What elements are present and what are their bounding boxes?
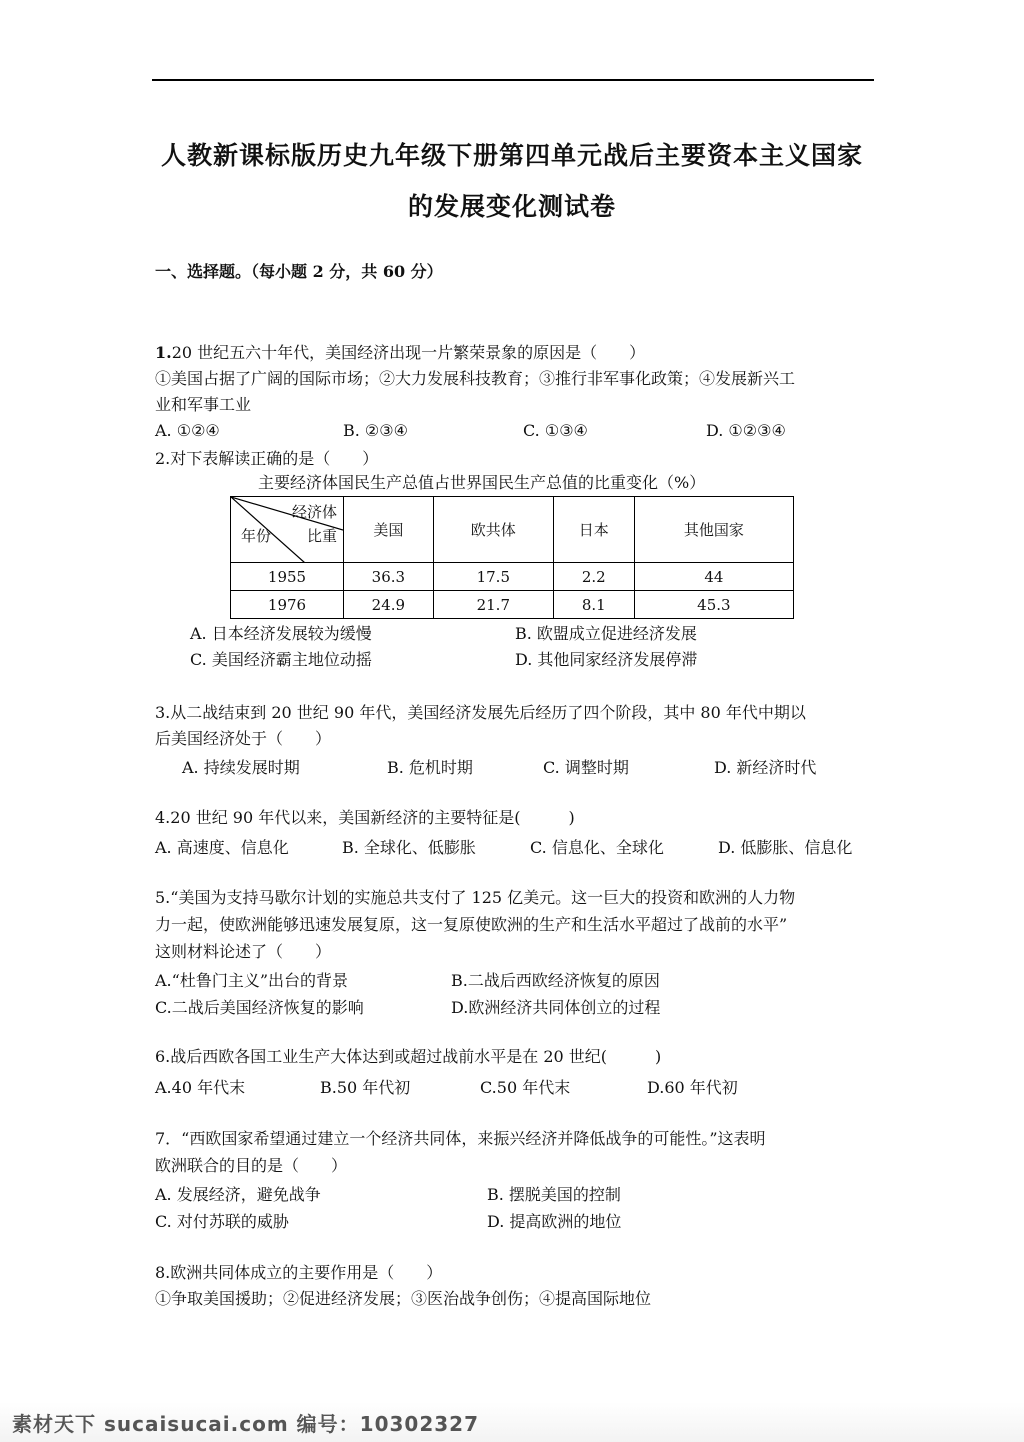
q4-option-a: A. 高速度、信息化 xyxy=(155,838,289,857)
col-header-others: 其他国家 xyxy=(634,497,793,563)
table-cell: 8.1 xyxy=(553,591,634,619)
gdp-share-table xyxy=(230,496,794,619)
q1-option-c: C. ①③④ xyxy=(523,421,588,440)
q5-stem-line3: 这则材料论述了（ ） xyxy=(155,942,332,961)
diag-label-economy: 经济体 xyxy=(291,503,337,521)
q3-option-d: D. 新经济时代 xyxy=(714,758,817,777)
diag-label-share: 比重 xyxy=(306,527,337,545)
top-rule xyxy=(152,79,874,81)
table-cell: 1976 xyxy=(231,591,344,619)
q5-stem-line1: 5.“美国为支持马歇尔计划的实施总共支付了 125 亿美元。这一巨大的投资和欧洲的人力物 xyxy=(155,888,796,907)
table-cell: 45.3 xyxy=(634,591,793,619)
q8-stem: 8.欧洲共同体成立的主要作用是（ ） xyxy=(155,1263,443,1282)
q7-option-d: D. 提高欧洲的地位 xyxy=(487,1212,622,1231)
q2-option-d: D. 其他同家经济发展停滞 xyxy=(515,650,698,669)
q7-option-a: A. 发展经济，避免战争 xyxy=(155,1185,321,1204)
table-cell: 2.2 xyxy=(553,563,634,591)
q7-option-c: C. 对付苏联的威胁 xyxy=(155,1212,289,1231)
watermark-text: 素材天下 sucaisucai.com 编号：10302327 xyxy=(12,1412,479,1436)
q2-option-b: B. 欧盟成立促进经济发展 xyxy=(515,624,697,643)
q4-option-b: B. 全球化、低膨胀 xyxy=(342,838,476,857)
page-title-line2: 的发展变化测试卷 xyxy=(407,192,616,221)
q8-material: ①争取美国援助；②促进经济发展；③医治战争创伤；④提高国际地位 xyxy=(155,1289,652,1308)
col-header-ec: 欧共体 xyxy=(433,497,553,563)
q3-option-a: A. 持续发展时期 xyxy=(182,758,300,777)
q6-option-c: C.50 年代末 xyxy=(480,1078,571,1097)
col-header-japan: 日本 xyxy=(553,497,634,563)
q7-stem-line1: 7．“西欧国家希望通过建立一个经济共同体，来振兴经济并降低战争的可能性。”这表明 xyxy=(155,1129,766,1148)
q7-stem-line2: 欧洲联合的目的是（ ） xyxy=(155,1156,348,1175)
q6-option-b: B.50 年代初 xyxy=(320,1078,411,1097)
q1-material-line2: 业和军事工业 xyxy=(155,395,252,414)
section-heading: 一、选择题。（每小题 2 分，共 60 分） xyxy=(155,262,443,281)
diag-label-year: 年份 xyxy=(241,527,272,545)
q5-stem-line2: 力一起，使欧洲能够迅速发展复原，这一复原使欧洲的生产和生活水平超过了战前的水平” xyxy=(155,915,788,934)
q1-option-b: B. ②③④ xyxy=(343,421,408,440)
table-cell: 21.7 xyxy=(433,591,553,619)
q2-table-title: 主要经济体国民生产总值占世界国民生产总值的比重变化（%） xyxy=(258,473,706,492)
q2-option-a: A. 日本经济发展较为缓慢 xyxy=(190,624,372,643)
table-row xyxy=(231,591,794,619)
table-cell: 36.3 xyxy=(344,563,434,591)
q5-option-d: D.欧洲经济共同体创立的过程 xyxy=(451,998,661,1017)
q2-stem: 2.对下表解读正确的是（ ） xyxy=(155,449,379,468)
q7-option-b: B. 摆脱美国的控制 xyxy=(487,1185,621,1204)
q6-stem: 6.战后西欧各国工业生产大体达到或超过战前水平是在 20 世纪( ) xyxy=(155,1047,662,1066)
q1-material-line1: ①美国占据了广阔的国际市场；②大力发展科技教育；③推行非军事化政策；④发展新兴工 xyxy=(155,369,796,388)
q5-option-c: C.二战后美国经济恢复的影响 xyxy=(155,998,364,1017)
q3-stem-line2: 后美国经济处于（ ） xyxy=(155,729,332,748)
q1-stem: 1.20 世纪五六十年代，美国经济出现一片繁荣景象的原因是（ ） xyxy=(155,343,646,362)
page-title-line1: 人教新课标版历史九年级下册第四单元战后主要资本主义国家 xyxy=(160,141,863,170)
q4-option-c: C. 信息化、全球化 xyxy=(530,838,664,857)
q6-option-d: D.60 年代初 xyxy=(647,1078,738,1097)
q4-stem: 4.20 世纪 90 年代以来，美国新经济的主要特征是( ) xyxy=(155,808,575,827)
q3-option-c: C. 调整时期 xyxy=(543,758,629,777)
col-header-usa: 美国 xyxy=(344,497,434,563)
table-cell: 24.9 xyxy=(344,591,434,619)
table-diagonal-header xyxy=(231,497,344,563)
q1-option-d: D. ①②③④ xyxy=(706,421,786,440)
q5-option-a: A.“杜鲁门主义”出台的背景 xyxy=(155,971,349,990)
q2-option-c: C. 美国经济霸主地位动摇 xyxy=(190,650,372,669)
q3-stem-line1: 3.从二战结束到 20 世纪 90 年代，美国经济发展先后经历了四个阶段，其中 80 年代中期以 xyxy=(155,703,806,722)
watermark-bar xyxy=(0,1402,1024,1442)
q3-option-b: B. 危机时期 xyxy=(387,758,473,777)
q4-option-d: D. 低膨胀、信息化 xyxy=(718,838,853,857)
table-cell: 44 xyxy=(634,563,793,591)
q6-option-a: A.40 年代末 xyxy=(155,1078,246,1097)
table-cell: 17.5 xyxy=(433,563,553,591)
table-row xyxy=(231,563,794,591)
q5-option-b: B.二战后西欧经济恢复的原因 xyxy=(451,971,660,990)
table-header-row xyxy=(231,497,794,563)
q1-option-a: A. ①②④ xyxy=(155,421,220,440)
table-cell: 1955 xyxy=(231,563,344,591)
